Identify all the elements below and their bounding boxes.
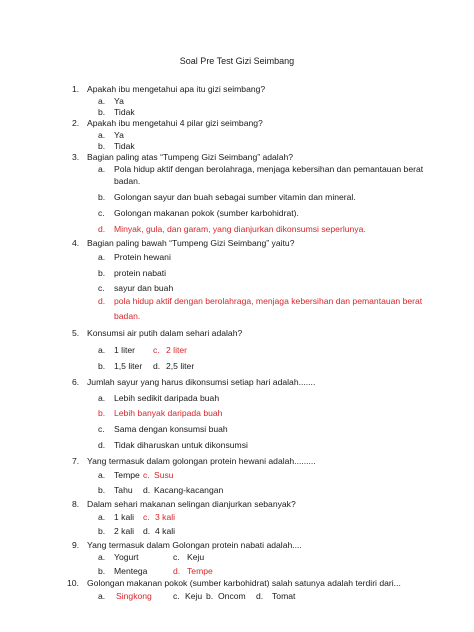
option-text: 1 kali bbox=[114, 512, 135, 522]
document-title: Soal Pre Test Gizi Seimbang bbox=[179, 56, 295, 66]
option-text: protein nabati bbox=[114, 268, 167, 278]
option-letter: a. bbox=[98, 393, 106, 403]
question-text: Jumlah sayur yang harus dikonsumsi setiap hari adalah....... bbox=[87, 377, 316, 387]
option-letter: c. bbox=[98, 208, 105, 218]
option-text: Lebih sedikit daripada buah bbox=[114, 393, 220, 403]
option-text: sayur dan buah bbox=[114, 283, 174, 293]
option-text: Keju bbox=[185, 591, 203, 601]
option-letter-answer: d. bbox=[98, 296, 106, 306]
option-text: 1 liter bbox=[114, 345, 136, 355]
option-text-continued: badan. bbox=[114, 176, 141, 186]
question-number: 2. bbox=[72, 118, 80, 128]
option-letter: b. bbox=[98, 361, 106, 371]
option-text: Golongan sayur dan buah sebagai sumber vitamin dan mineral. bbox=[114, 192, 356, 202]
option-text-answer: Tempe bbox=[187, 566, 213, 576]
option-letter: c. bbox=[173, 591, 180, 601]
option-text: Oncom bbox=[218, 591, 246, 601]
option-letter: d. bbox=[256, 591, 264, 601]
question-text: Yang termasuk dalam Golongan protein nabati adalah.... bbox=[87, 540, 302, 550]
option-letter: d. bbox=[98, 440, 106, 450]
option-text: Keju bbox=[187, 552, 205, 562]
option-text: Sama dengan konsumsi buah bbox=[114, 424, 228, 434]
question-text: Bagian paling atas “Tumpeng Gizi Seimbang” adalah? bbox=[87, 152, 294, 162]
option-text: Ya bbox=[114, 96, 124, 106]
option-letter-answer: c. bbox=[153, 345, 160, 355]
question-text: Konsumsi air putih dalam sehari adalah? bbox=[87, 328, 243, 338]
option-text-answer-continued: badan. bbox=[114, 311, 141, 321]
option-letter: b. bbox=[98, 141, 106, 151]
question-number: 9. bbox=[72, 540, 80, 550]
option-text-answer: Minyak, gula, dan garam, yang dianjurkan dikonsumsi seperlunya. bbox=[114, 224, 366, 234]
option-letter-answer: d. bbox=[173, 566, 181, 576]
option-text: Tempe bbox=[114, 470, 140, 480]
option-letter: c. bbox=[173, 552, 180, 562]
option-letter: b. bbox=[98, 485, 106, 495]
option-letter: a. bbox=[98, 470, 106, 480]
option-text: Yogurt bbox=[114, 552, 139, 562]
option-letter: a. bbox=[98, 512, 106, 522]
option-letter: c. bbox=[98, 283, 105, 293]
option-text: Golongan makanan pokok (sumber karbohidrat). bbox=[114, 208, 299, 218]
option-letter: b. bbox=[98, 192, 106, 202]
option-text: Tidak bbox=[114, 107, 135, 117]
option-letter: a. bbox=[98, 591, 106, 601]
option-text: Tidak bbox=[114, 141, 135, 151]
option-letter: b. bbox=[98, 566, 106, 576]
option-letter: a. bbox=[98, 164, 106, 174]
option-text: 2 kali bbox=[114, 526, 135, 536]
option-text: 1,5 liter bbox=[114, 361, 143, 371]
question-number: 3. bbox=[72, 152, 80, 162]
option-letter-answer: c. bbox=[143, 470, 150, 480]
option-text: Kacang-kacangan bbox=[154, 485, 224, 495]
question-number: 1. bbox=[72, 84, 80, 94]
option-letter: b. bbox=[98, 107, 106, 117]
option-text: 2,5 liter bbox=[166, 361, 195, 371]
option-letter: a. bbox=[98, 552, 106, 562]
option-letter-answer: c. bbox=[143, 512, 150, 522]
option-text: Mentega bbox=[114, 566, 148, 576]
option-letter-answer: d. bbox=[98, 224, 106, 234]
option-text-answer: Singkong bbox=[116, 591, 152, 601]
question-number: 5. bbox=[72, 328, 80, 338]
option-text: Protein hewani bbox=[114, 252, 171, 262]
question-number: 4. bbox=[72, 238, 80, 248]
option-text: Ya bbox=[114, 130, 124, 140]
option-text-answer: 3 kali bbox=[155, 512, 176, 522]
question-text: Yang termasuk dalam golongan protein hewani adalah......... bbox=[87, 456, 316, 466]
option-letter: d. bbox=[153, 361, 161, 371]
question-number: 7. bbox=[72, 456, 80, 466]
option-text-answer: Lebih banyak daripada buah bbox=[114, 408, 223, 418]
option-letter: b. bbox=[98, 526, 106, 536]
option-letter: d. bbox=[143, 526, 151, 536]
option-letter: b. bbox=[206, 591, 214, 601]
option-text: Tidak diharuskan untuk dikonsumsi bbox=[114, 440, 248, 450]
option-letter-answer: b. bbox=[98, 408, 106, 418]
question-text: Golongan makanan pokok (sumber karbohidrat) salah satunya adalah terdiri dari... bbox=[87, 578, 401, 588]
option-letter: a. bbox=[98, 252, 106, 262]
option-letter: b. bbox=[98, 268, 106, 278]
question-number: 6. bbox=[72, 377, 80, 387]
question-text: Apakah ibu mengetahui apa itu gizi seimbang? bbox=[87, 84, 266, 94]
option-text: 4 kali bbox=[155, 526, 176, 536]
option-text-answer: Susu bbox=[154, 470, 174, 480]
option-letter: a. bbox=[98, 96, 106, 106]
option-letter: a. bbox=[98, 345, 106, 355]
option-letter: c. bbox=[98, 424, 105, 434]
question-number: 10. bbox=[67, 578, 79, 588]
option-text: Tomat bbox=[272, 591, 296, 601]
option-text-answer: 2 liter bbox=[166, 345, 188, 355]
option-text: Tahu bbox=[114, 485, 133, 495]
question-text: Apakah ibu mengetahui 4 pilar gizi seimbang? bbox=[87, 118, 263, 128]
option-letter: d. bbox=[143, 485, 151, 495]
option-text: Pola hidup aktif dengan berolahraga, menjaga kebersihan dan pemantauan berat bbox=[114, 164, 424, 174]
question-text: Dalam sehari makanan selingan dianjurkan sebanyak? bbox=[87, 499, 296, 509]
question-number: 8. bbox=[72, 499, 80, 509]
option-letter: a. bbox=[98, 130, 106, 140]
option-text-answer: pola hidup aktif dengan berolahraga, menjaga kebersihan dan pemantauan berat bbox=[114, 296, 423, 306]
question-text: Bagian paling bawah “Tumpeng Gizi Seimbang” yaitu? bbox=[87, 238, 295, 248]
